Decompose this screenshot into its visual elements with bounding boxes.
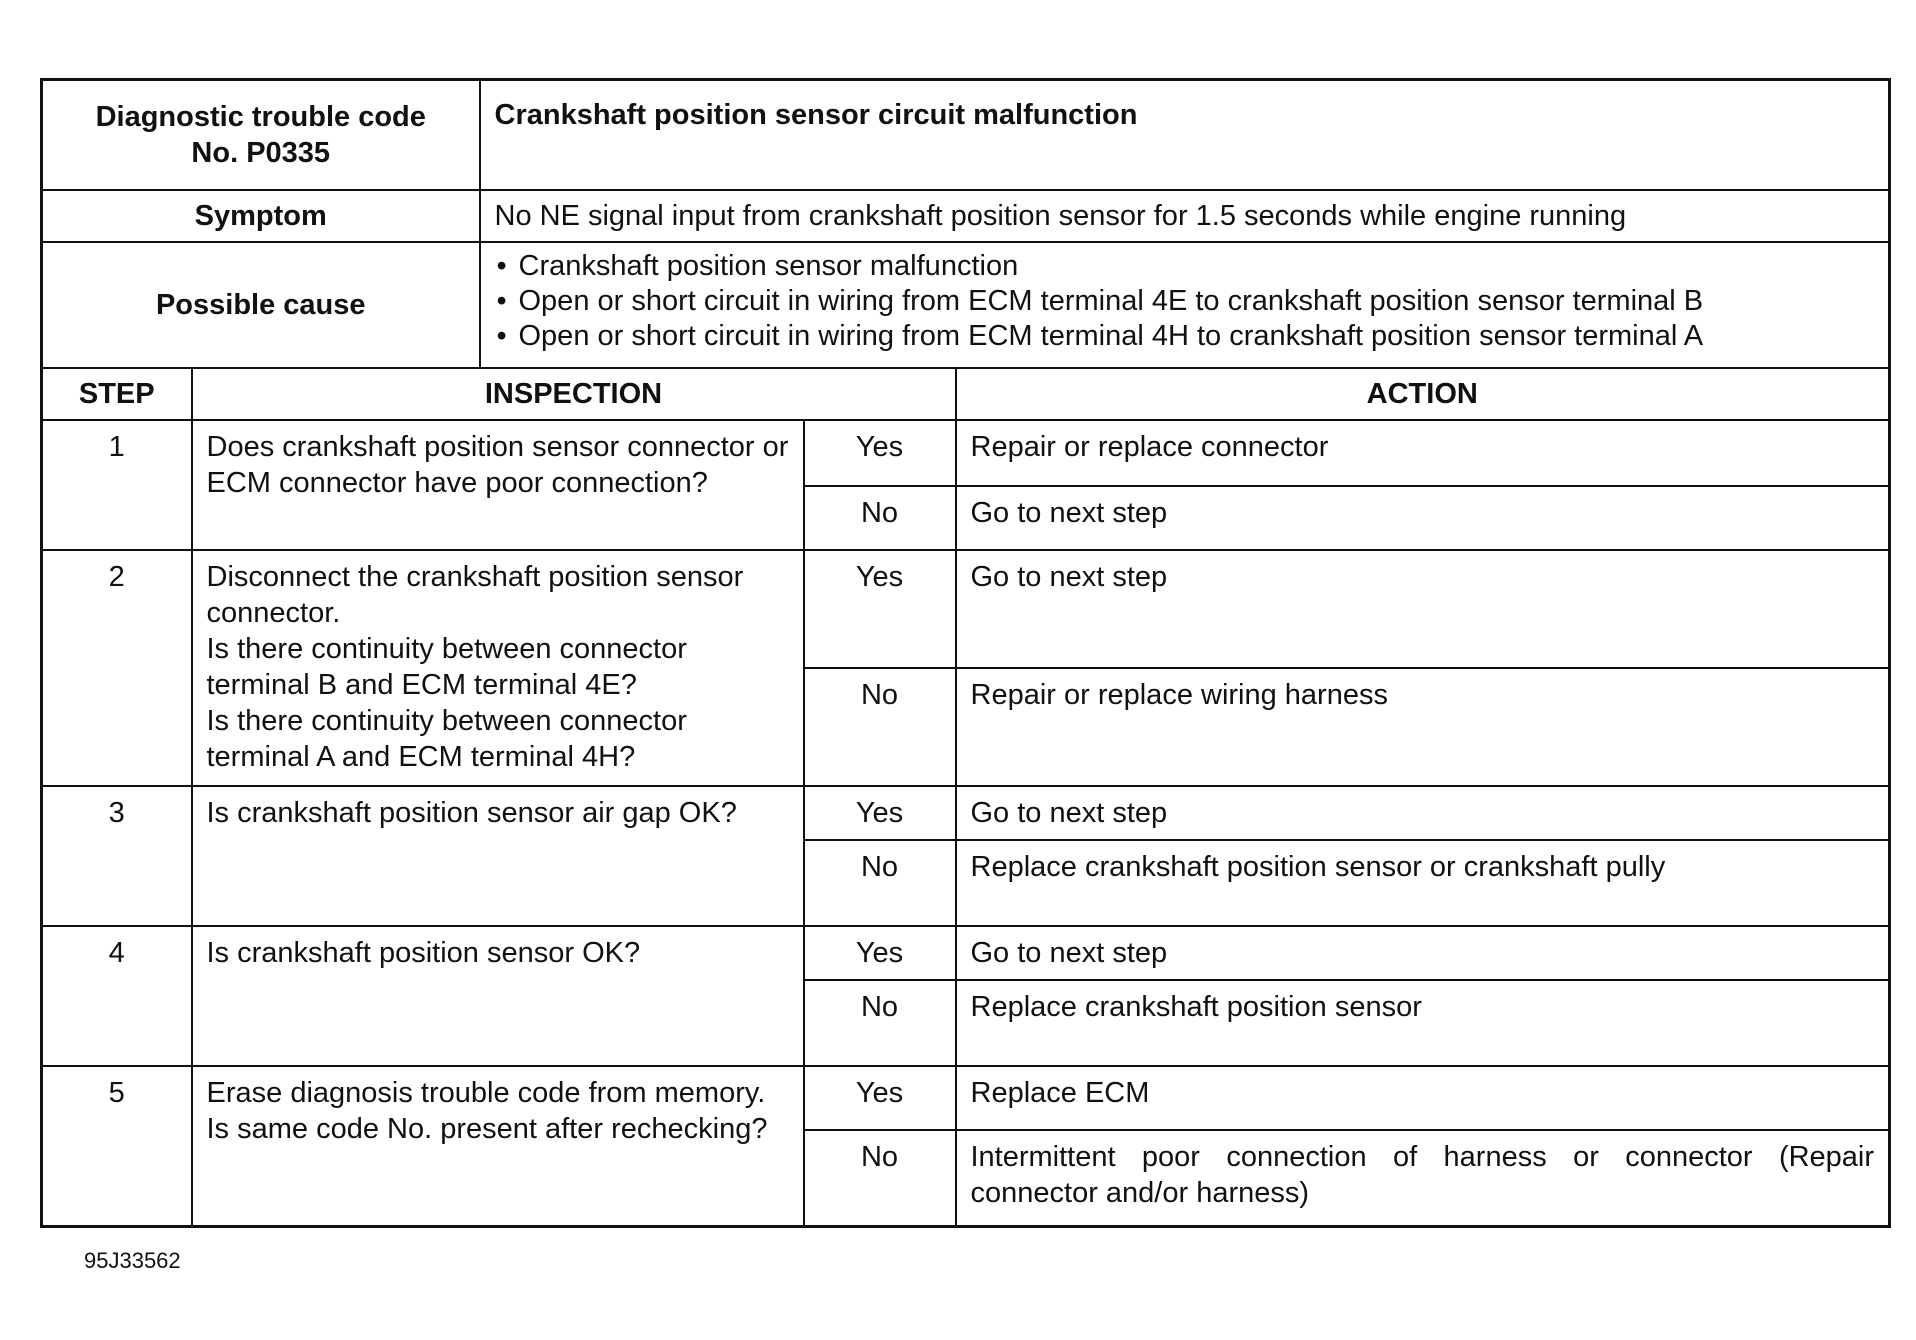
table-row bbox=[42, 1066, 1890, 1130]
symptom-label: Symptom bbox=[42, 190, 480, 242]
yes-label: Yes bbox=[804, 420, 956, 486]
header-row-symptom bbox=[42, 190, 1890, 242]
col-step-header: STEP bbox=[42, 368, 192, 420]
table-row bbox=[42, 926, 1890, 980]
table-row bbox=[42, 550, 1890, 668]
diagnostic-table bbox=[40, 78, 1891, 1228]
inspection-line: Does crankshaft position sensor connector or ECM connector have poor connection? bbox=[206, 431, 789, 499]
yes-action: Go to next step bbox=[956, 926, 1890, 980]
inspection-line: Is there continuity between connector terminal B and ECM terminal 4E? bbox=[206, 633, 687, 701]
inspection-cell bbox=[192, 550, 804, 786]
yes-label: Yes bbox=[804, 1066, 956, 1130]
yes-action: Repair or replace connector bbox=[956, 420, 1890, 486]
no-label: No bbox=[804, 668, 956, 786]
inspection-line: Disconnect the crankshaft position sensor connector. bbox=[206, 561, 744, 629]
no-action: Replace crankshaft position sensor bbox=[956, 980, 1890, 1066]
header-row-code bbox=[42, 80, 1890, 191]
yes-action: Go to next step bbox=[956, 550, 1890, 668]
no-label: No bbox=[804, 486, 956, 550]
no-label: No bbox=[804, 840, 956, 926]
symptom-text: No NE signal input from crankshaft position sensor for 1.5 seconds while engine running bbox=[480, 190, 1890, 242]
table-row bbox=[42, 786, 1890, 840]
yes-label: Yes bbox=[804, 926, 956, 980]
inspection-line: Is there continuity between connector terminal A and ECM terminal 4H? bbox=[206, 705, 687, 773]
yes-action: Replace ECM bbox=[956, 1066, 1890, 1130]
inspection-line: Erase diagnosis trouble code from memory. bbox=[206, 1077, 766, 1109]
inspection-line: Is crankshaft position sensor air gap OK? bbox=[206, 797, 737, 829]
step-number: 1 bbox=[42, 420, 192, 550]
cause-item: • Open or short circuit in wiring from ECM terminal 4H to crankshaft position sensor terminal A bbox=[495, 319, 1875, 354]
inspection-cell bbox=[192, 1066, 804, 1226]
possible-cause-label: Possible cause bbox=[42, 242, 480, 368]
col-inspection-header: INSPECTION bbox=[192, 368, 956, 420]
cause-item: • Crankshaft position sensor malfunction bbox=[495, 249, 1875, 284]
col-action-header: ACTION bbox=[956, 368, 1890, 420]
cause-item: • Open or short circuit in wiring from ECM terminal 4E to crankshaft position sensor terminal B bbox=[495, 284, 1875, 319]
inspection-cell bbox=[192, 926, 804, 1066]
no-label: No bbox=[804, 1130, 956, 1226]
possible-cause-list bbox=[495, 249, 1875, 354]
step-number: 2 bbox=[42, 550, 192, 786]
header-row-cause bbox=[42, 242, 1890, 368]
no-action: Repair or replace wiring harness bbox=[956, 668, 1890, 786]
no-action: Intermittent poor connection of harness or connector (Repair connector and/or harness) bbox=[956, 1130, 1890, 1226]
figure-id: 95J33562 bbox=[84, 1248, 181, 1273]
inspection-cell bbox=[192, 786, 804, 926]
yes-label: Yes bbox=[804, 786, 956, 840]
inspection-line: Is crankshaft position sensor OK? bbox=[206, 937, 641, 969]
table-row bbox=[42, 420, 1890, 486]
dtc-code-label: Diagnostic trouble code No. P0335 bbox=[42, 80, 480, 191]
no-label: No bbox=[804, 980, 956, 1066]
dtc-title: Crankshaft position sensor circuit malfunction bbox=[480, 80, 1890, 191]
step-number: 5 bbox=[42, 1066, 192, 1226]
inspection-cell bbox=[192, 420, 804, 550]
no-action: Go to next step bbox=[956, 486, 1890, 550]
step-number: 4 bbox=[42, 926, 192, 1066]
yes-label: Yes bbox=[804, 550, 956, 668]
inspection-line: Is same code No. present after rechecking? bbox=[206, 1113, 768, 1145]
column-header-row bbox=[42, 368, 1890, 420]
yes-action: Go to next step bbox=[956, 786, 1890, 840]
step-number: 3 bbox=[42, 786, 192, 926]
possible-cause-list-cell bbox=[480, 242, 1890, 368]
no-action: Replace crankshaft position sensor or crankshaft pully bbox=[956, 840, 1890, 926]
